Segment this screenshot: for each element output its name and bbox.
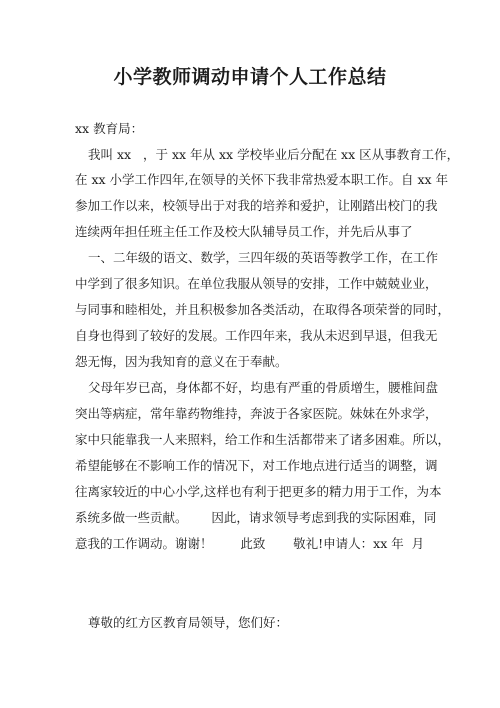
paragraph-3-line-4: 希望能够在不影响工作的情况下，对工作地点进行适当的调整，调 <box>75 458 438 473</box>
paragraph-2-line-2: 中学到了很多知识。在单位我服从领导的安排，工作中兢兢业业， <box>75 276 438 291</box>
document-title: 小学教师调动申请个人工作总结 <box>113 66 387 88</box>
paragraph-3-line-3: 家中只能靠我一人来照料，给工作和生活都带来了诸多困难。所以， <box>75 432 451 447</box>
paragraph-3-line-1: 父母年岁已高，身体都不好，均患有严重的骨质增生，腰椎间盘 <box>88 380 439 395</box>
paragraph-2-line-3: 与同事和睦相处，并且积极参加各类活动，在取得各项荣誉的同时， <box>75 302 451 317</box>
paragraph-2-line-4: 自身也得到了较好的发展。工作四年来，我从未迟到早退，但我无 <box>75 328 438 343</box>
paragraph-1-line-1: 我叫 xx ，于 xx 年从 xx 学校毕业后分配在 xx 区从事教育工作， <box>88 147 460 162</box>
paragraph-3-line-2: 突出等病症，常年靠药物维持，奔波于各家医院。妹妹在外求学， <box>75 406 438 421</box>
paragraph-3-line-6: 系统多做一些贡献。 因此，请求领导考虑到我的实际困难，同 <box>75 510 437 525</box>
paragraph-1-line-4: 连续两年担任班主任工作及校大队辅导员工作，并先后从事了 <box>75 224 413 239</box>
second-letter-greeting: 尊敬的红方区教育局领导，您们好： <box>88 615 289 630</box>
paragraph-3-line-7: 意我的工作调动。谢谢！ 此致 敬礼!申请人：xx 年 月 <box>75 536 425 551</box>
paragraph-3-line-5: 往离家较近的中心小学,这样也有利于把更多的精力用于工作，为本 <box>75 484 442 499</box>
paragraph-2-line-1: 一、二年级的语文、数学，三四年级的英语等教学工作，在工作 <box>88 250 439 265</box>
paragraph-1-line-3: 参加工作以来，校领导出于对我的培养和爱护，让刚踏出校门的我 <box>75 198 438 213</box>
paragraph-1-line-2: 在 xx 小学工作四年,在领导的关怀下我非常热爱本职工作。自 xx 年 <box>75 172 449 187</box>
paragraph-2-line-5: 怨无悔，因为我知育的意义在于奉献。 <box>75 354 288 369</box>
salutation: xx 教育局： <box>75 121 144 136</box>
